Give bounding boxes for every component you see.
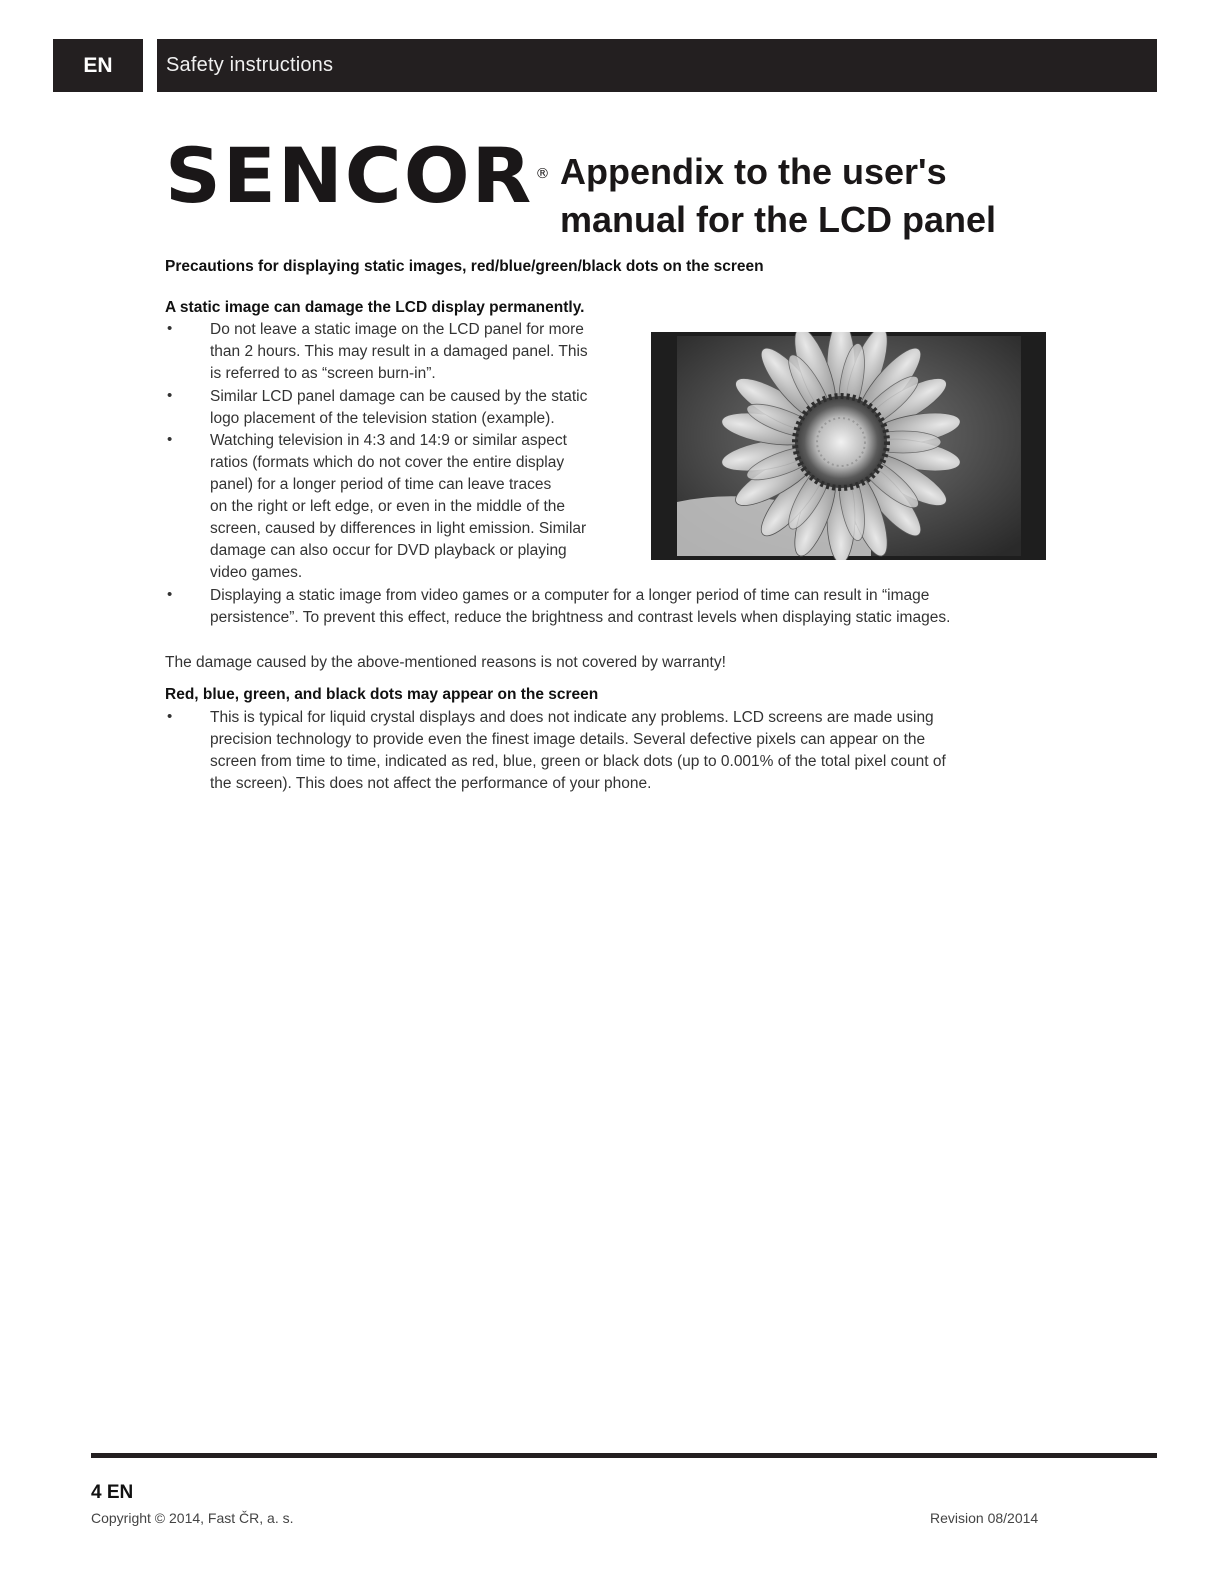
warranty-note: The damage caused by the above-mentioned reasons is not covered by warranty! bbox=[165, 654, 726, 671]
page-number: 4 EN bbox=[91, 1482, 134, 1503]
section-header bbox=[157, 39, 1157, 92]
logo-text: SENCOR bbox=[165, 131, 534, 220]
text-line: Displaying a static image from video games or a computer for a longer period of time can result in “image bbox=[210, 587, 930, 604]
sunflower-image bbox=[651, 332, 1046, 560]
static-bullet-1 bbox=[210, 319, 588, 385]
static-bullet-2 bbox=[210, 386, 587, 430]
text-line: Do not leave a static image on the LCD panel for more bbox=[210, 321, 584, 338]
registered-mark: ® bbox=[535, 166, 552, 182]
text-line: panel) for a longer period of time can leave traces bbox=[210, 476, 552, 493]
text-line: persistence”. To prevent this effect, reduce the brightness and contrast levels when displaying static images. bbox=[210, 609, 951, 626]
bullet-marker: • bbox=[167, 387, 173, 404]
section-title: Safety instructions bbox=[166, 54, 334, 76]
text-line: is referred to as “screen burn-in”. bbox=[210, 365, 436, 382]
dots-heading: Red, blue, green, and black dots may appear on the screen bbox=[165, 686, 599, 703]
text-line: logo placement of the television station (example). bbox=[210, 410, 555, 427]
footer-divider bbox=[91, 1453, 1157, 1458]
text-line: video games. bbox=[210, 564, 303, 581]
text-line: screen, caused by differences in light emission. Similar bbox=[210, 520, 587, 537]
text-line: precision technology to provide even the finest image details. Several defective pixels can appear on the bbox=[210, 731, 926, 748]
text-line: ratios (formats which do not cover the entire display bbox=[210, 454, 565, 471]
text-line: This is typical for liquid crystal displays and does not indicate any problems. LCD screens are made using bbox=[210, 709, 934, 726]
bullet-marker: • bbox=[167, 708, 173, 725]
static-bullet-3 bbox=[210, 430, 586, 584]
bullet-marker: • bbox=[167, 320, 173, 337]
text-line: than 2 hours. This may result in a damaged panel. This bbox=[210, 343, 588, 360]
text-line: on the right or left edge, or even in the middle of the bbox=[210, 498, 566, 515]
bullet-marker: • bbox=[167, 586, 173, 603]
text-line: damage can also occur for DVD playback or playing bbox=[210, 542, 567, 559]
text-line: the screen). This does not affect the performance of your phone. bbox=[210, 775, 652, 792]
page-title bbox=[560, 148, 1020, 244]
text-line: Watching television in 4:3 and 14:9 or similar aspect bbox=[210, 432, 567, 449]
title-line-2: manual for the LCD panel bbox=[560, 199, 997, 240]
static-image-heading: A static image can damage the LCD display permanently. bbox=[165, 299, 585, 316]
revision-text: Revision 08/2014 bbox=[930, 1510, 1039, 1526]
title-line-1: Appendix to the user's bbox=[560, 151, 947, 192]
sunflower-icon bbox=[651, 332, 1046, 560]
dots-bullet-1 bbox=[210, 707, 946, 795]
text-line: Similar LCD panel damage can be caused by the static bbox=[210, 388, 588, 405]
copyright-text: Copyright © 2014, Fast ČR, a. s. bbox=[91, 1510, 294, 1526]
sencor-logo bbox=[165, 131, 552, 220]
bullet-marker: • bbox=[167, 431, 173, 448]
language-tab bbox=[53, 39, 143, 92]
text-line: screen from time to time, indicated as red, blue, green or black dots (up to 0.001% of the total pixel count of bbox=[210, 753, 946, 770]
precautions-heading: Precautions for displaying static images, red/blue/green/black dots on the screen bbox=[165, 258, 764, 275]
language-label: EN bbox=[83, 53, 113, 77]
static-bullet-4 bbox=[210, 585, 950, 629]
